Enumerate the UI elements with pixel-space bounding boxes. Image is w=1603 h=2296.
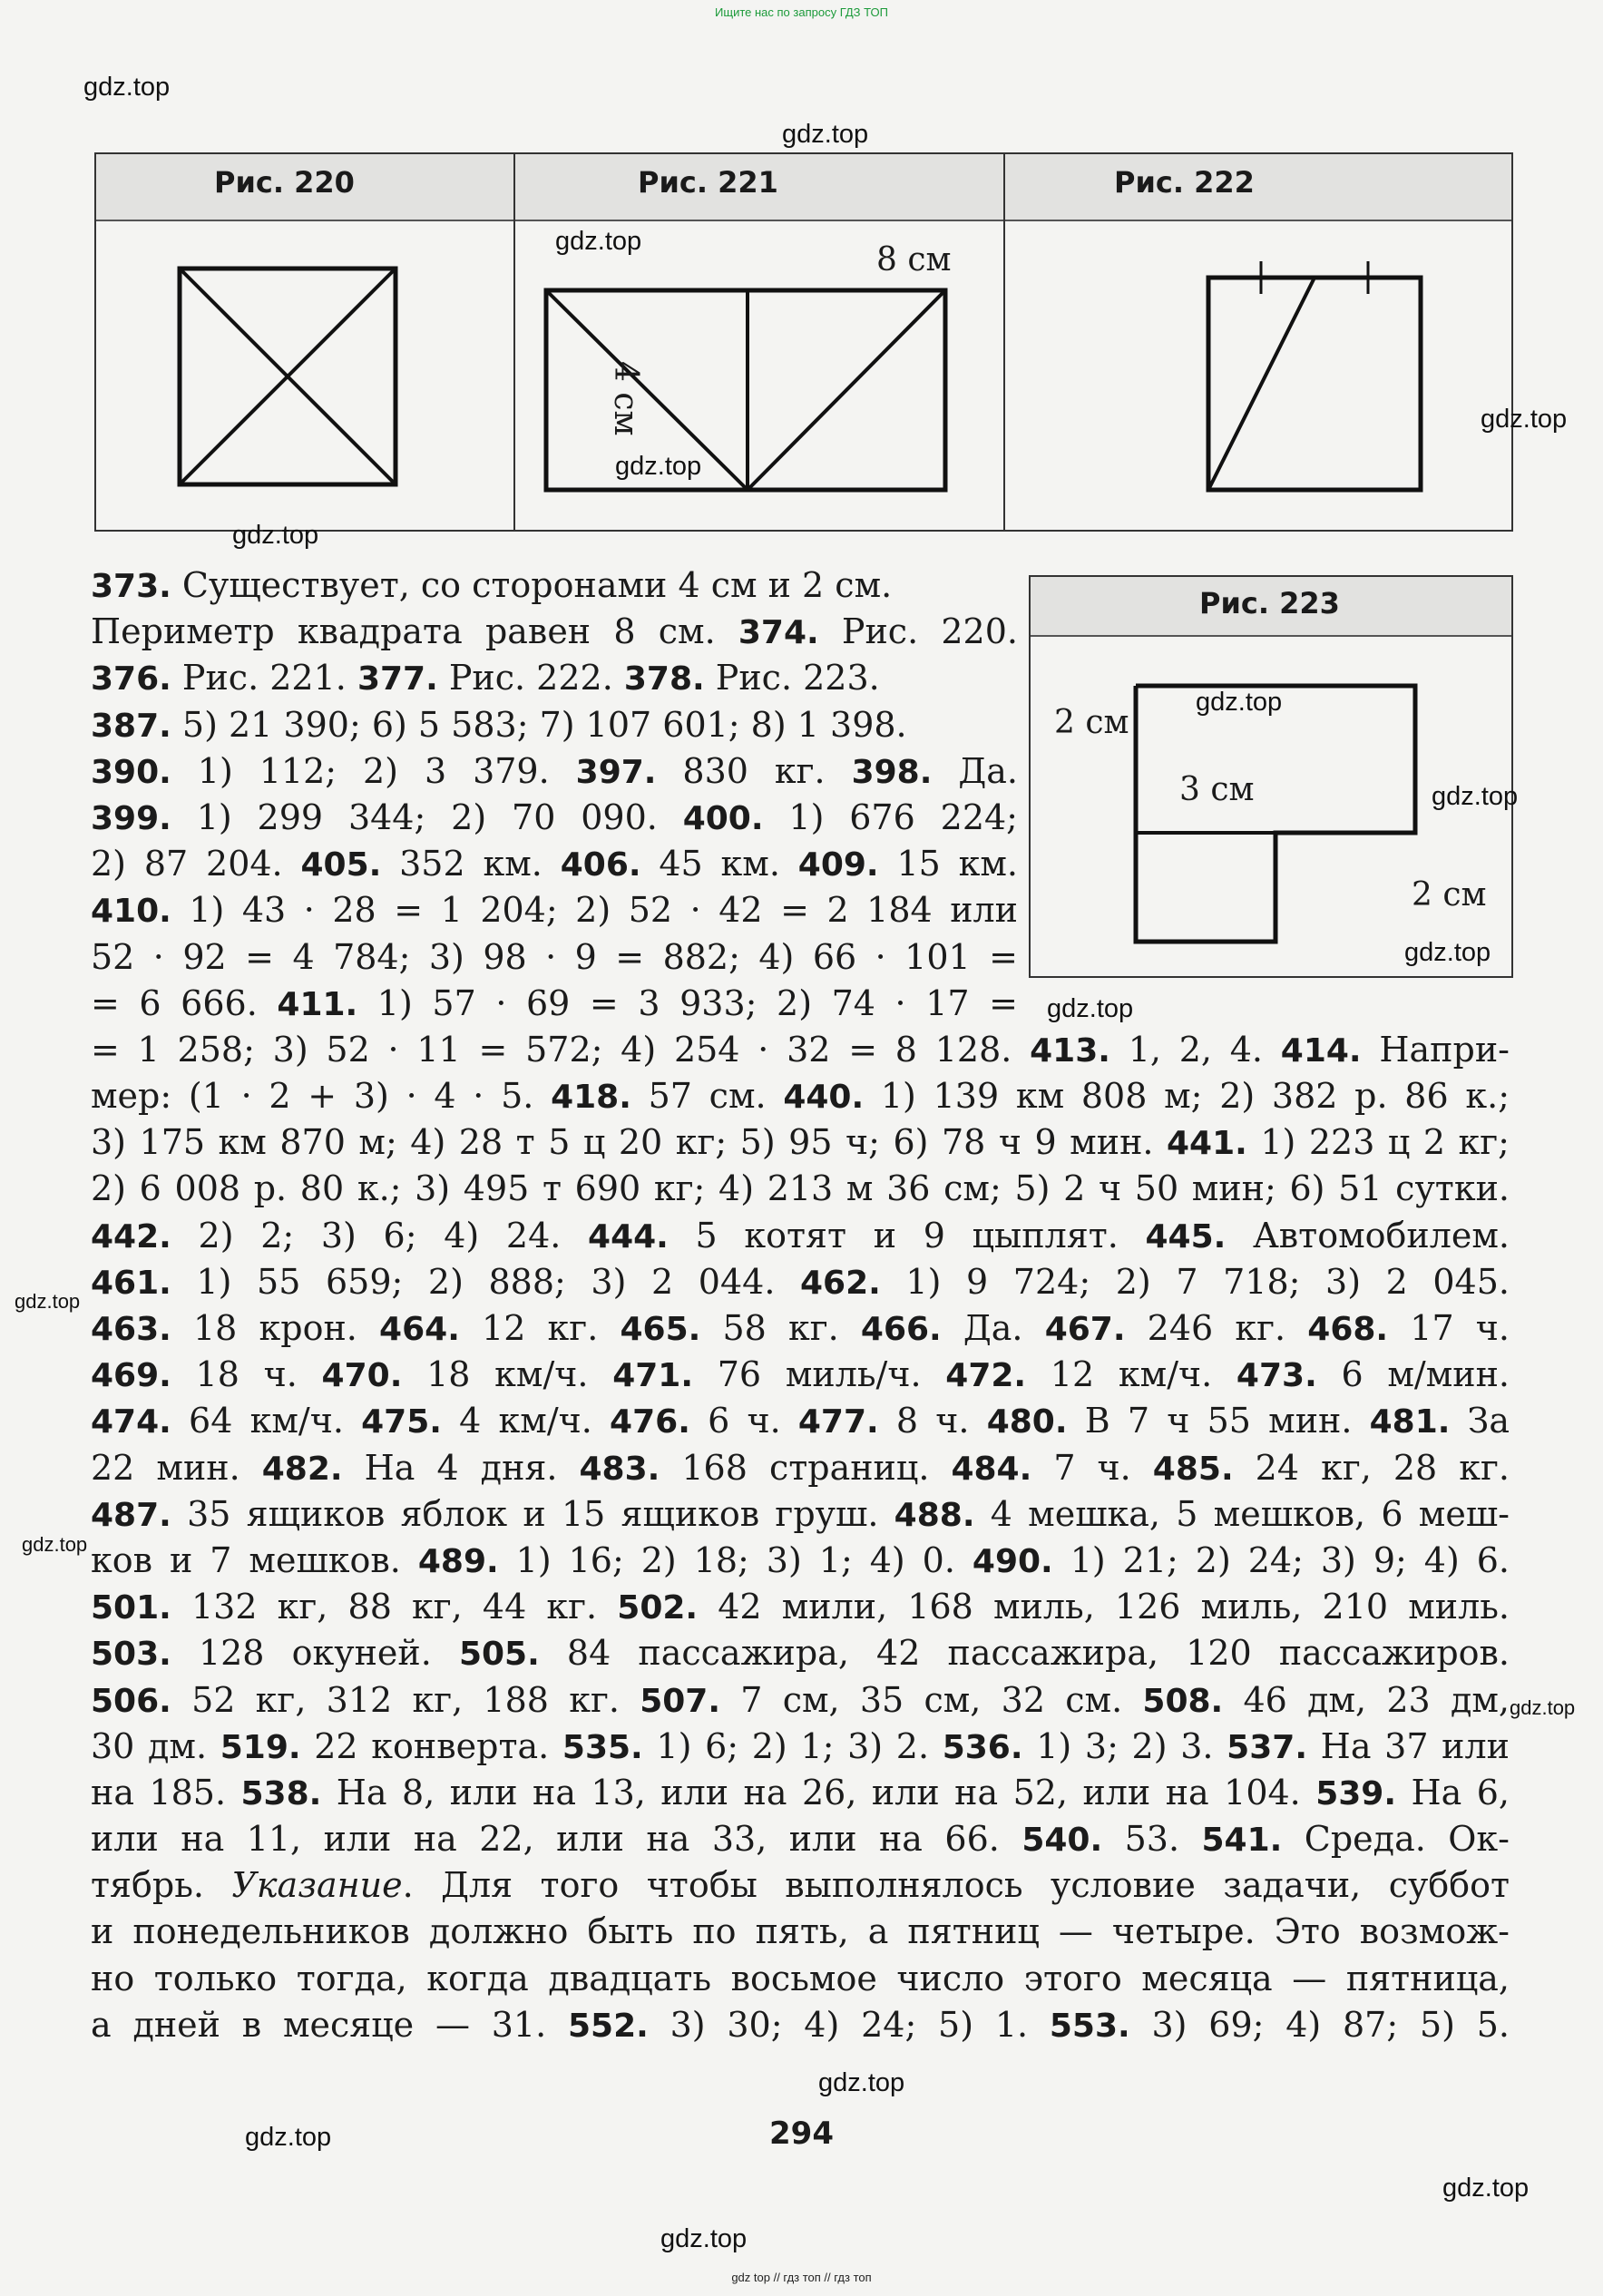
figure-223-label-c: 2 см bbox=[1412, 876, 1487, 914]
exercise-number: 489. bbox=[417, 1542, 499, 1580]
answer-text: 2) 6 008 р. 80 к.; 3) 495 т 690 кг; 4) 213 м 36 см; 5) 2 ч 50 мин; 6) 51 сутки. bbox=[91, 1168, 1510, 1209]
answer-text: Рис. 220. bbox=[818, 611, 1018, 652]
page-number: 294 bbox=[769, 2115, 834, 2152]
answer-text: . Для того чтобы выполнялось условие задачи, суббот bbox=[402, 1865, 1510, 1906]
exercise-number: 470. bbox=[321, 1357, 403, 1395]
figure-222-title: Рис. 222 bbox=[1114, 165, 1255, 200]
answer-text: но только тогда, когда двадцать восьмое число этого месяца — пятница, bbox=[91, 1958, 1510, 1998]
answer-text: За bbox=[1450, 1401, 1510, 1441]
answer-text: 18 ч. bbox=[171, 1354, 322, 1395]
watermark: gdz.top bbox=[660, 2224, 748, 2253]
figure-221-title: Рис. 221 bbox=[638, 165, 778, 200]
answer-text: 7 см, 35 см, 32 см. bbox=[720, 1679, 1143, 1720]
exercise-number: 552. bbox=[567, 2007, 649, 2045]
answer-text: Существует, со сторонами 4 см и 2 см. bbox=[171, 565, 893, 605]
answer-text: Среда. Ок- bbox=[1282, 1819, 1510, 1860]
exercise-number: 469. bbox=[91, 1357, 171, 1395]
answer-text: 53. bbox=[1102, 1819, 1202, 1860]
answer-text: 1) 43 · 28 = 1 204; 2) 52 · 42 = 2 184 или bbox=[171, 890, 1018, 931]
answer-text: 246 кг. bbox=[1125, 1308, 1308, 1348]
watermark: gdz.top bbox=[1481, 405, 1568, 434]
answer-text: ков и 7 мешков. bbox=[91, 1539, 418, 1580]
answer-text: 352 км. bbox=[381, 844, 561, 884]
answer-line bbox=[91, 1491, 1510, 1538]
exercise-number: 539. bbox=[1315, 1774, 1397, 1812]
watermark: gdz.top bbox=[1196, 688, 1283, 717]
figure-222-drawing bbox=[1005, 154, 1511, 533]
answer-text: = 1 258; 3) 52 · 11 = 572; 4) 254 · 32 = 8 128. bbox=[91, 1029, 1031, 1070]
answer-line bbox=[91, 655, 1018, 701]
answer-line bbox=[91, 981, 1018, 1027]
answer-text: 76 миль/ч. bbox=[693, 1354, 946, 1395]
exercise-number: 474. bbox=[91, 1403, 171, 1441]
watermark: gdz.top bbox=[1510, 1696, 1576, 1719]
answer-text: 17 ч. bbox=[1388, 1308, 1510, 1348]
figure-220-title: Рис. 220 bbox=[214, 165, 355, 200]
answer-text: На 6, bbox=[1396, 1772, 1510, 1812]
answer-line bbox=[91, 1956, 1510, 2002]
exercise-number: 442. bbox=[91, 1217, 171, 1255]
answer-text: 1) 139 км 808 м; 2) 382 р. 86 к.; bbox=[864, 1076, 1510, 1117]
answer-text: 52 · 92 = 4 784; 3) 98 · 9 = 882; 4) 66 · 101 = bbox=[91, 936, 1018, 977]
exercise-number: 507. bbox=[640, 1682, 721, 1720]
exercise-number: 465. bbox=[620, 1311, 701, 1348]
answer-text: 7 ч. bbox=[1031, 1447, 1153, 1488]
watermark: gdz.top bbox=[245, 2123, 332, 2152]
exercise-number: 376. bbox=[91, 660, 171, 699]
answer-text: 1) 3; 2) 3. bbox=[1022, 1725, 1227, 1766]
exercise-number: 537. bbox=[1227, 1728, 1307, 1766]
answer-text: Рис. 222. bbox=[437, 658, 624, 699]
exercise-number: 482. bbox=[261, 1450, 343, 1488]
exercise-number: 476. bbox=[610, 1403, 690, 1441]
answer-line bbox=[91, 609, 1018, 655]
exercise-number: 488. bbox=[894, 1496, 975, 1534]
exercise-number: 398. bbox=[851, 753, 933, 791]
watermark: gdz.top bbox=[555, 227, 642, 256]
answer-text: Периметр квадрата равен 8 см. bbox=[91, 611, 738, 652]
exercise-number: 467. bbox=[1044, 1311, 1126, 1348]
answer-text: Рис. 221. bbox=[171, 658, 357, 699]
answer-text: 35 ящиков яблок и 15 ящиков груш. bbox=[171, 1493, 894, 1534]
exercise-number: 519. bbox=[220, 1728, 301, 1766]
answer-text: На 37 или bbox=[1307, 1725, 1510, 1766]
answer-text: 2) 87 204. bbox=[91, 844, 301, 884]
answer-text: 3) 30; 4) 24; 5) 1. bbox=[648, 2004, 1050, 2045]
watermark: gdz.top bbox=[1404, 938, 1491, 967]
answer-text: Напри- bbox=[1361, 1029, 1510, 1070]
answer-text: 22 конверта. bbox=[300, 1725, 562, 1766]
answer-text: 45 км. bbox=[640, 844, 798, 884]
answer-text: 168 страниц. bbox=[660, 1447, 952, 1488]
answer-text: 1) 299 344; 2) 70 090. bbox=[171, 796, 683, 837]
answer-text: 3) 175 км 870 м; 4) 28 т 5 ц 20 кг; 5) 95 ч; 6) 78 ч 9 мин. bbox=[91, 1122, 1167, 1163]
exercise-number: 463. bbox=[91, 1311, 171, 1348]
answer-line bbox=[91, 1119, 1510, 1166]
watermark: gdz.top bbox=[818, 2068, 905, 2097]
exercise-number: 373. bbox=[91, 568, 171, 605]
exercise-number: 553. bbox=[1049, 2007, 1130, 2045]
answer-text: 132 кг, 88 кг, 44 кг. bbox=[171, 1587, 618, 1627]
answer-line bbox=[91, 748, 1018, 795]
figure-221-height-label: 4 см bbox=[607, 361, 644, 436]
answer-line bbox=[91, 1073, 1510, 1119]
answer-text: 64 км/ч. bbox=[171, 1401, 362, 1441]
exercise-number: 487. bbox=[91, 1496, 171, 1534]
answer-text: 5) 21 390; 6) 5 583; 7) 107 601; 8) 1 398. bbox=[171, 704, 907, 745]
answer-text: и понедельников должно быть по пять, а пятниц — четыре. Это возмож- bbox=[91, 1911, 1510, 1952]
answer-text: Да. bbox=[932, 750, 1018, 791]
exercise-number: 445. bbox=[1145, 1217, 1227, 1255]
answer-text: В 7 ч 55 мин. bbox=[1067, 1401, 1370, 1441]
answer-text: 22 мин. bbox=[91, 1447, 262, 1488]
footer-note: gdz top // гдз топ // гдз топ bbox=[731, 2271, 872, 2284]
exercise-number: 468. bbox=[1307, 1311, 1389, 1348]
answer-line bbox=[91, 1398, 1510, 1444]
answer-line bbox=[91, 1862, 1510, 1909]
exercise-number: 409. bbox=[797, 846, 879, 884]
exercise-number: 481. bbox=[1369, 1403, 1451, 1441]
exercise-number: 483. bbox=[579, 1450, 660, 1488]
exercise-number: 485. bbox=[1152, 1450, 1234, 1488]
answer-text: 42 мили, 168 миль, 126 миль, 210 миль. bbox=[698, 1587, 1510, 1627]
exercise-number: 413. bbox=[1030, 1031, 1110, 1070]
figure-223-title: Рис. 223 bbox=[1199, 586, 1340, 620]
answer-text: 830 кг. bbox=[656, 750, 852, 791]
exercise-number: 506. bbox=[91, 1682, 171, 1720]
answer-text: 18 км/ч. bbox=[402, 1354, 613, 1395]
exercise-number: 502. bbox=[617, 1589, 699, 1627]
exercise-number: 480. bbox=[986, 1403, 1068, 1441]
answer-text: 58 кг. bbox=[700, 1308, 861, 1348]
answer-line bbox=[91, 1770, 1510, 1816]
answer-text: = 6 666. bbox=[91, 982, 278, 1023]
answer-text: 24 кг, 28 кг. bbox=[1233, 1447, 1510, 1488]
answers-text bbox=[91, 562, 1510, 2048]
answer-line bbox=[91, 702, 1018, 748]
answer-text: На 4 дня. bbox=[342, 1447, 580, 1488]
exercise-number: 418. bbox=[551, 1079, 631, 1117]
answer-text: 84 пассажира, 42 пассажира, 120 пассажиров. bbox=[539, 1633, 1510, 1674]
answer-line bbox=[91, 1584, 1510, 1630]
answer-text: а дней в месяце — 31. bbox=[91, 2004, 568, 2045]
answer-text: 1, 2, 4. bbox=[1109, 1029, 1281, 1070]
answer-line bbox=[91, 1305, 1510, 1352]
exercise-number: 378. bbox=[623, 660, 705, 699]
answer-text: 46 дм, 23 дм, bbox=[1223, 1679, 1510, 1720]
exercise-number: 475. bbox=[361, 1403, 442, 1441]
answer-text: 18 крон. bbox=[171, 1308, 380, 1348]
figure-222-cell bbox=[1005, 154, 1511, 530]
watermark: gdz.top bbox=[232, 521, 319, 550]
exercise-number: 411. bbox=[277, 985, 358, 1023]
exercise-number: 377. bbox=[357, 660, 438, 699]
answer-line bbox=[91, 934, 1018, 981]
answer-line bbox=[91, 1213, 1510, 1259]
exercise-number: 387. bbox=[91, 707, 171, 745]
answer-text: 6 ч. bbox=[689, 1401, 798, 1441]
figure-221-drawing bbox=[515, 154, 1005, 533]
exercise-number: 535. bbox=[562, 1728, 643, 1766]
answer-line bbox=[91, 2002, 1510, 2048]
answer-text: 3) 69; 4) 87; 5) 5. bbox=[1129, 2004, 1510, 2045]
watermark: gdz.top bbox=[615, 452, 702, 481]
answer-text: 15 км. bbox=[878, 844, 1019, 884]
exercise-number: 441. bbox=[1166, 1125, 1247, 1163]
answer-line bbox=[91, 795, 1018, 841]
answer-text: 6 м/мин. bbox=[1316, 1354, 1510, 1395]
exercise-number: 462. bbox=[800, 1264, 881, 1302]
answer-text: 12 км/ч. bbox=[1026, 1354, 1236, 1395]
exercise-number: 540. bbox=[1021, 1822, 1103, 1860]
answer-text: 1) 6; 2) 1; 3) 2. bbox=[642, 1725, 943, 1766]
answer-text: 1) 57 · 69 = 3 933; 2) 74 · 17 = bbox=[357, 982, 1018, 1023]
answer-text: 4 км/ч. bbox=[441, 1401, 611, 1441]
exercise-number: 405. bbox=[300, 846, 382, 884]
exercise-number: 501. bbox=[91, 1589, 171, 1627]
answer-line bbox=[91, 1538, 1510, 1584]
exercise-number: 400. bbox=[682, 799, 764, 837]
answer-line bbox=[91, 841, 1018, 887]
exercise-number: 464. bbox=[379, 1311, 460, 1348]
answer-text: тябрь. bbox=[91, 1865, 232, 1906]
answer-text: 5 котят и 9 цыплят. bbox=[668, 1215, 1146, 1255]
watermark: gdz.top bbox=[15, 1290, 81, 1313]
search-hint: Ищите нас по запросу ГДЗ ТОП bbox=[715, 5, 888, 19]
exercise-number: 473. bbox=[1236, 1357, 1317, 1395]
exercise-number: 440. bbox=[783, 1079, 865, 1117]
answer-line bbox=[91, 1259, 1510, 1305]
exercise-number: 374. bbox=[738, 614, 819, 652]
exercise-number: 490. bbox=[972, 1542, 1053, 1580]
exercise-number: 414. bbox=[1280, 1031, 1362, 1070]
answer-line bbox=[91, 1816, 1510, 1862]
answer-text: 8 ч. bbox=[878, 1401, 987, 1441]
figure-223-label-b: 3 см bbox=[1179, 771, 1255, 808]
watermark: gdz.top bbox=[22, 1533, 88, 1556]
answer-text: Рис. 223. bbox=[704, 658, 880, 699]
exercise-number: 536. bbox=[942, 1728, 1023, 1766]
figure-221-width-label: 8 см bbox=[876, 241, 952, 278]
answer-text: 1) 9 724; 2) 7 718; 3) 2 045. bbox=[880, 1261, 1510, 1302]
answer-text: 4 мешка, 5 мешков, 6 меш- bbox=[974, 1493, 1510, 1534]
answer-line bbox=[91, 1724, 1510, 1770]
figures-table bbox=[94, 152, 1513, 532]
emphasis-text: Указание bbox=[231, 1865, 403, 1906]
answer-text: На 8, или на 13, или на 26, или на 52, или на 104. bbox=[321, 1772, 1316, 1812]
watermark: gdz.top bbox=[782, 120, 869, 149]
exercise-number: 461. bbox=[91, 1264, 171, 1302]
figure-220-cell bbox=[96, 154, 515, 530]
exercise-number: 444. bbox=[588, 1217, 669, 1255]
exercise-number: 472. bbox=[945, 1357, 1027, 1395]
exercise-number: 541. bbox=[1201, 1822, 1283, 1860]
answer-text: 1) 676 224; bbox=[763, 796, 1018, 837]
answer-line bbox=[91, 1445, 1510, 1491]
answer-line bbox=[91, 1027, 1510, 1073]
exercise-number: 538. bbox=[240, 1774, 322, 1812]
answer-text: 1) 55 659; 2) 888; 3) 2 044. bbox=[171, 1261, 800, 1302]
answer-text: мер: (1 · 2 + 3) · 4 · 5. bbox=[91, 1076, 552, 1117]
exercise-number: 477. bbox=[797, 1403, 879, 1441]
watermark: gdz.top bbox=[83, 73, 171, 102]
figure-223-label-a: 2 см bbox=[1054, 704, 1129, 741]
figure-220-drawing bbox=[96, 154, 515, 533]
exercise-number: 503. bbox=[91, 1636, 171, 1674]
answer-text: Автомобилем. bbox=[1226, 1215, 1510, 1255]
watermark: gdz.top bbox=[1047, 994, 1134, 1023]
answer-text: 2) 2; 3) 6; 4) 24. bbox=[171, 1215, 589, 1255]
answer-text: 57 см. bbox=[630, 1076, 784, 1117]
exercise-number: 508. bbox=[1142, 1682, 1224, 1720]
watermark: gdz.top bbox=[1442, 2174, 1530, 2203]
answer-text: 128 окуней. bbox=[171, 1633, 459, 1674]
answer-text: 1) 112; 2) 3 379. bbox=[171, 750, 576, 791]
answer-text: 52 кг, 312 кг, 188 кг. bbox=[171, 1679, 640, 1720]
answer-text: 1) 223 ц 2 кг; bbox=[1246, 1122, 1510, 1163]
answer-line bbox=[91, 562, 1018, 609]
answer-text: на 185. bbox=[91, 1772, 241, 1812]
exercise-number: 410. bbox=[91, 893, 171, 931]
exercise-number: 397. bbox=[575, 753, 657, 791]
exercise-number: 399. bbox=[91, 799, 171, 837]
answer-line bbox=[91, 1677, 1510, 1724]
exercise-number: 406. bbox=[560, 846, 641, 884]
exercise-number: 390. bbox=[91, 753, 171, 791]
answer-text: 12 кг. bbox=[459, 1308, 621, 1348]
answer-line bbox=[91, 887, 1018, 933]
answer-text: 1) 16; 2) 18; 3) 1; 4) 0. bbox=[498, 1539, 973, 1580]
answer-line bbox=[91, 1909, 1510, 1955]
answer-text: или на 11, или на 22, или на 33, или на 66. bbox=[91, 1819, 1022, 1860]
watermark: gdz.top bbox=[1432, 782, 1519, 811]
exercise-number: 471. bbox=[612, 1357, 694, 1395]
answer-line bbox=[91, 1630, 1510, 1676]
exercise-number: 505. bbox=[458, 1636, 540, 1674]
answer-line bbox=[91, 1352, 1510, 1398]
answer-text: Да. bbox=[941, 1308, 1045, 1348]
answer-line bbox=[91, 1166, 1510, 1212]
answer-text: 1) 21; 2) 24; 3) 9; 4) 6. bbox=[1052, 1539, 1510, 1580]
answer-text: 30 дм. bbox=[91, 1725, 220, 1766]
figure-221-cell bbox=[515, 154, 1005, 530]
exercise-number: 484. bbox=[951, 1450, 1032, 1488]
exercise-number: 466. bbox=[860, 1311, 942, 1348]
